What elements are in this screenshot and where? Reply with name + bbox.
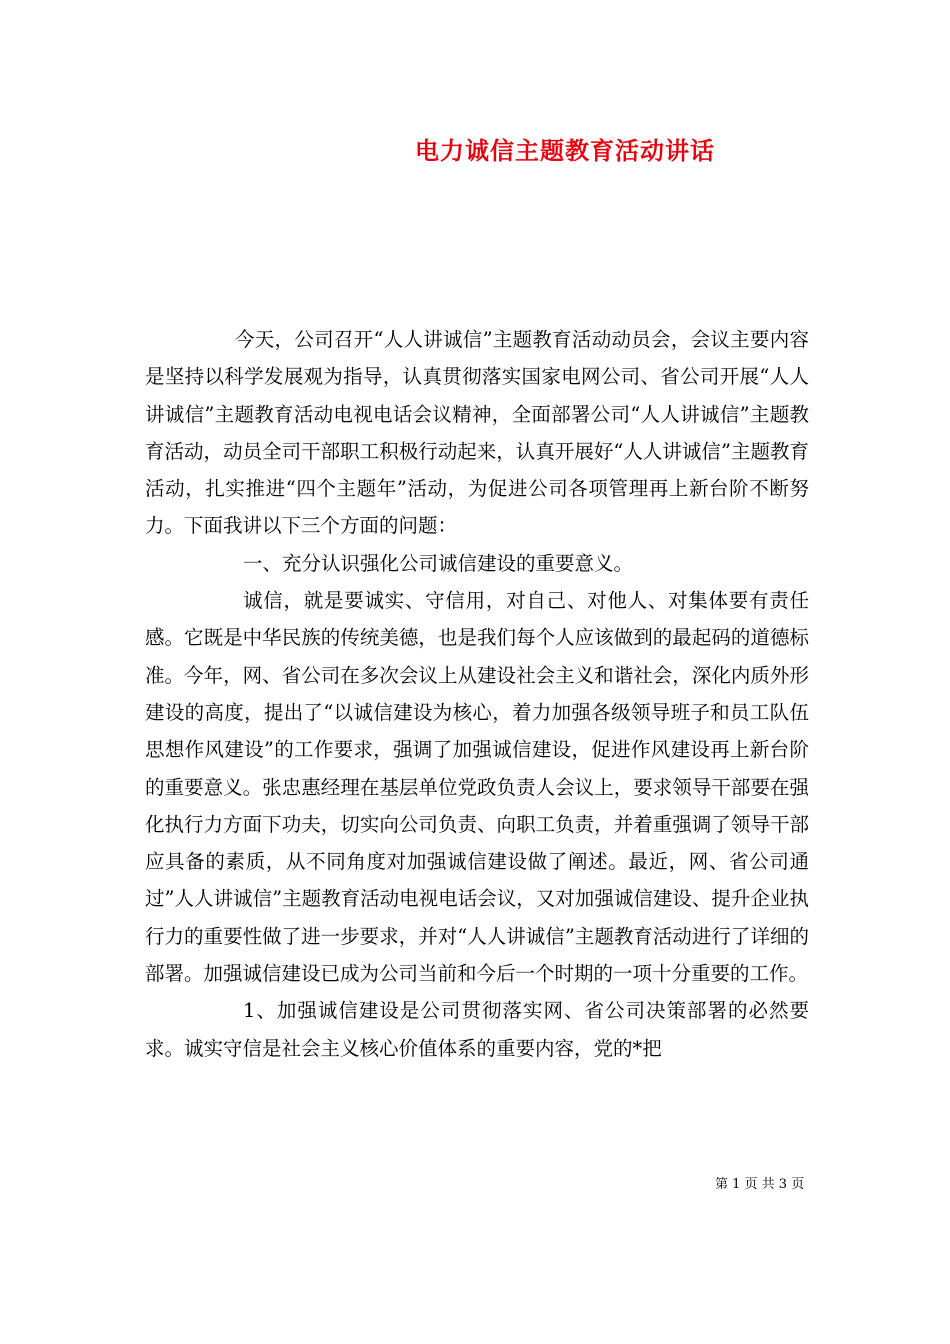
document-body (145, 321, 809, 1067)
paragraph-point-1: 1、加强诚信建设是公司贯彻落实网、省公司决策部署的必然要求。诚实守信是社会主义核心价值体系的重要内容，党的*把 (145, 999, 809, 1060)
page-indicator: 第 1 页 共 3 页 (715, 1177, 805, 1192)
document-title: 电力诚信主题教育活动讲话 (415, 136, 715, 165)
paragraph-intro: 今天，公司召开“人人讲诚信”主题教育活动动员会，会议主要内容是坚持以科学发展观为指导，认真贯彻落实国家电网公司、省公司开展“人人讲诚信”主题教育活动电视电话会议精神，全面部署公司“人人讲诚信”主题教育活动，动员全司干部职工积极行动起来，认真开展好“人人讲诚信”主题教育活动，扎实推进“四个主题年”活动，为促进公司各项管理再上新台阶不断努力。下面我讲以下三个方面的问题： (145, 328, 809, 538)
paragraph-integrity: 诚信，就是要诚实、守信用，对自己、对他人、对集体要有责任感。它既是中华民族的传统美德，也是我们每个人应该做到的最起码的道德标准。今年，网、省公司在多次会议上从建设社会主义和谐社会，深化内质外形建设的高度，提出了“以诚信建设为核心，着力加强各级领导班子和员工队伍思想作风建设”的工作要求，强调了加强诚信建设，促进作风建设再上新台阶的重要意义。张忠惠经理在基层单位党政负责人会议上，要求领导干部要在强化执行力方面下功夫，切实向公司负责、向职工负责，并着重强调了领导干部应具备的素质，从不同角度对加强诚信建设做了阐述。最近，网、省公司通过”人人讲诚信”主题教育活动电视电话会议，又对加强诚信建设、提升企业执行力的重要性做了进一步要求，并对“人人讲诚信”主题教育活动进行了详细的部署。加强诚信建设已成为公司当前和今后一个时期的一项十分重要的工作。 (145, 589, 809, 986)
section-heading-1: 一、充分认识强化公司诚信建设的重要意义。 (243, 551, 634, 575)
